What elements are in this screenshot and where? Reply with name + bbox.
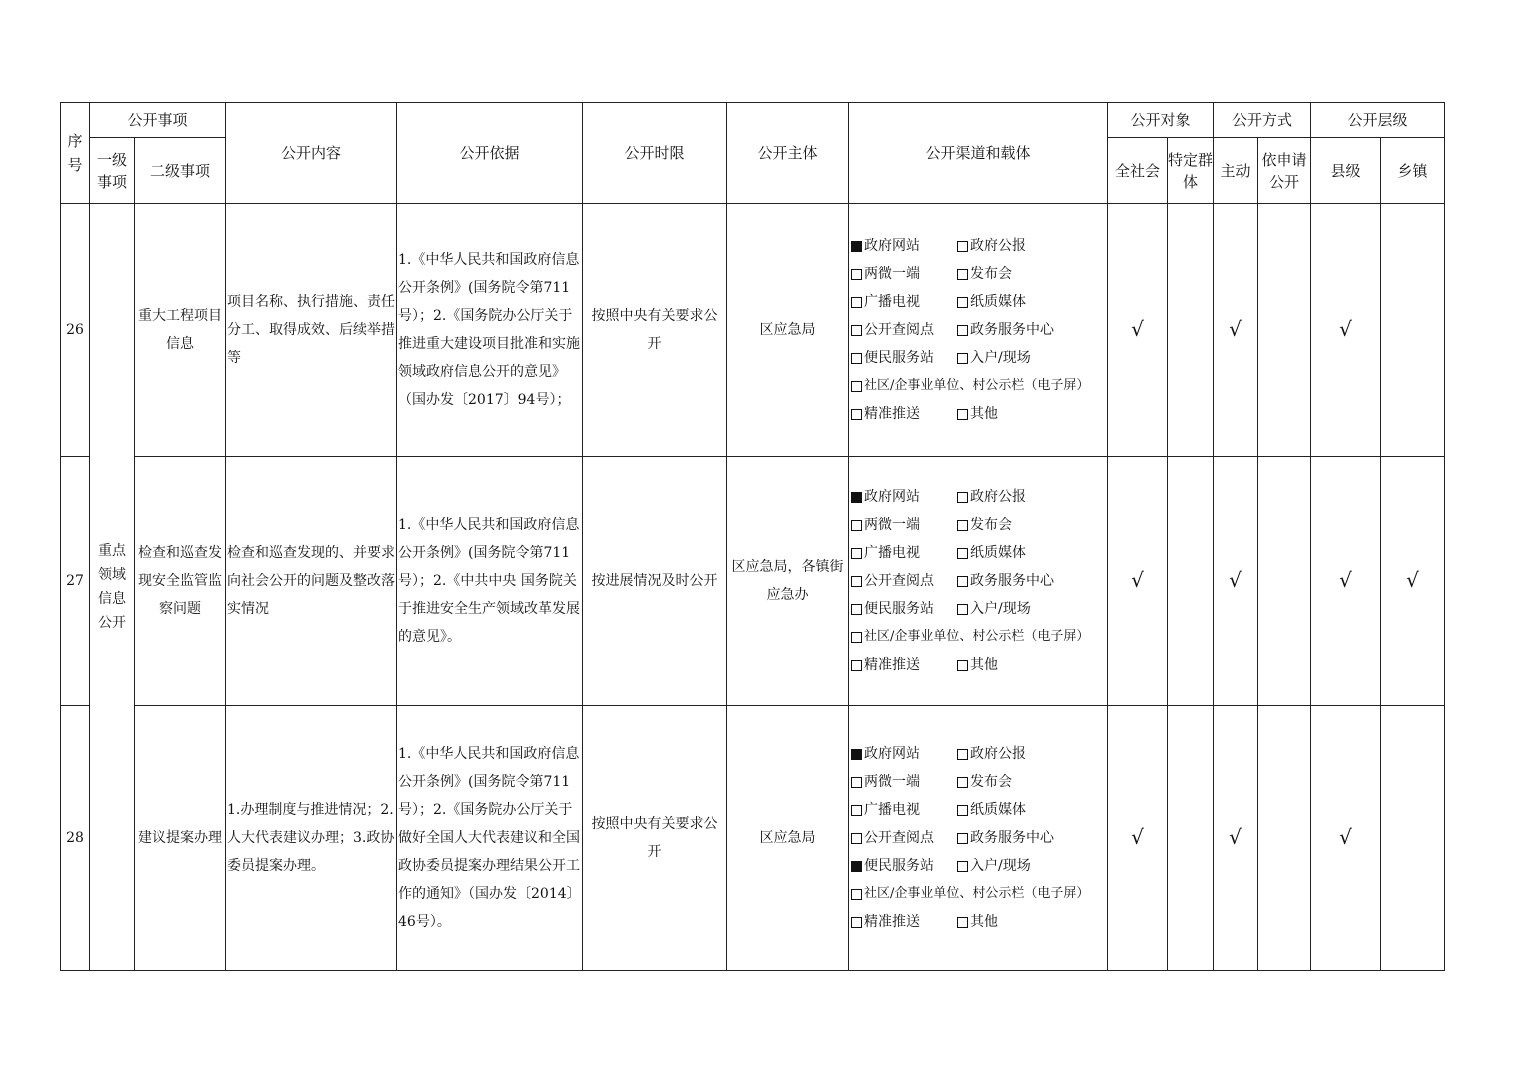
- channel-label: 便民服务站: [864, 858, 935, 874]
- channel-option: [851, 740, 957, 768]
- checkbox-icon: [851, 889, 862, 900]
- row-basis-text: 1.《中华人民共和国政府信息公开条例》(国务院令第711号）；2.《中共中央 国务院关于推进安全生产领域改革发展的意见》。: [398, 517, 581, 645]
- checkbox-icon: [957, 297, 968, 308]
- channel-list: [849, 232, 1107, 428]
- header-seq: 序号: [61, 103, 90, 204]
- row-channels: [849, 457, 1108, 706]
- checkbox-icon: [957, 805, 968, 816]
- channel-label: 两微一端: [864, 266, 921, 282]
- header-level: 公开层级: [1311, 103, 1445, 138]
- channel-label: 其他: [970, 914, 999, 930]
- checkbox-icon: [851, 576, 862, 587]
- checkbox-icon: [957, 409, 968, 420]
- channel-label: 两微一端: [864, 517, 921, 533]
- checkbox-icon: [851, 492, 862, 503]
- channel-label: 政府网站: [864, 238, 921, 254]
- row-channels: [849, 204, 1108, 457]
- row-subject-text: 区应急局: [759, 322, 816, 338]
- checkbox-icon: [957, 353, 968, 364]
- channel-label: 政府公报: [970, 489, 1027, 505]
- checkbox-icon: [851, 241, 862, 252]
- header-basis: 公开依据: [397, 103, 583, 204]
- row-target-all: [1108, 706, 1168, 971]
- header-level2: 二级事项: [135, 138, 226, 204]
- row-subject: [727, 204, 849, 457]
- checkbox-icon: [851, 269, 862, 280]
- row-method-active: [1214, 457, 1258, 706]
- channel-label: 便民服务站: [864, 601, 935, 617]
- row-seq: 28: [61, 706, 90, 971]
- channel-label: 两微一端: [864, 774, 921, 790]
- checkbox-icon: [851, 409, 862, 420]
- row-time-text: 按进展情况及时公开: [591, 573, 718, 589]
- checkbox-icon: [851, 777, 862, 788]
- row-basis: [397, 457, 583, 706]
- table-body: [61, 204, 1445, 971]
- channel-label: 纸质媒体: [970, 545, 1027, 561]
- check-mark: √: [1131, 316, 1144, 341]
- channel-label: 政府网站: [864, 746, 921, 762]
- channel-label: 精准推送: [864, 406, 921, 422]
- check-mark: √: [1339, 824, 1352, 849]
- channel-option: [851, 400, 957, 428]
- checkbox-icon: [851, 604, 862, 615]
- channel-label: 便民服务站: [864, 350, 935, 366]
- header-channels: 公开渠道和载体: [849, 103, 1108, 204]
- checkbox-icon: [851, 381, 862, 392]
- row-level2-text: 建议提案办理: [138, 830, 222, 846]
- checkbox-icon: [957, 576, 968, 587]
- header-level-town: 乡镇: [1381, 138, 1445, 204]
- channel-option: [957, 595, 1031, 623]
- row-basis: [397, 204, 583, 457]
- channel-label: 公开查阅点: [864, 322, 935, 338]
- checkbox-icon: [851, 520, 862, 531]
- row-content-text: 1.办理制度与推进情况；2.人大代表建议办理；3.政协委员提案办理。: [227, 802, 395, 874]
- channel-option: [957, 567, 1054, 595]
- channel-label: 精准推送: [864, 657, 921, 673]
- row-method-active: [1214, 706, 1258, 971]
- channel-label: 精准推送: [864, 914, 921, 930]
- channel-option: [957, 768, 1012, 796]
- channel-option: [851, 824, 957, 852]
- channel-option: [851, 880, 1107, 908]
- checkbox-icon: [851, 325, 862, 336]
- row-basis-text: 1.《中华人民共和国政府信息公开条例》(国务院令第711号）；2.《国务院办公厅关于做好全国人大代表建议和全国政协委员提案办理结果公开工作的通知》（国办发〔2014〕46号）。: [398, 746, 581, 930]
- channel-option: [957, 288, 1026, 316]
- channel-label: 发布会: [970, 266, 1013, 282]
- header-target-all: 全社会: [1108, 138, 1168, 204]
- row-seq: 27: [61, 457, 90, 706]
- row-time-text: 按照中央有关要求公开: [591, 816, 718, 860]
- channel-label: 公开查阅点: [864, 830, 935, 846]
- channel-label: 纸质媒体: [970, 802, 1027, 818]
- checkbox-icon: [851, 548, 862, 559]
- row-method-active: [1214, 204, 1258, 457]
- checkbox-icon: [957, 749, 968, 760]
- checkbox-icon: [851, 805, 862, 816]
- check-mark: √: [1339, 316, 1352, 341]
- checkbox-icon: [851, 353, 862, 364]
- check-mark: √: [1229, 567, 1242, 592]
- channel-list: [849, 740, 1107, 936]
- checkbox-icon: [957, 548, 968, 559]
- row-content: [226, 204, 397, 457]
- channel-option: [957, 651, 998, 679]
- row-level2: [135, 204, 226, 457]
- channel-option: [957, 740, 1026, 768]
- header-method-request: 依申请公开: [1258, 138, 1311, 204]
- group-label: [90, 204, 135, 971]
- row-target-all: [1108, 204, 1168, 457]
- row-basis-text: 1.《中华人民共和国政府信息公开条例》(国务院令第711号）；2.《国务院办公厅关于推进重大建设项目批准和实施领域政府信息公开的意见》（国办发〔2017〕94号）；: [398, 252, 581, 408]
- channel-option: [957, 483, 1026, 511]
- checkbox-icon: [851, 749, 862, 760]
- row-method-request: [1258, 204, 1311, 457]
- row-level-county: [1311, 457, 1381, 706]
- channel-option: [957, 232, 1026, 260]
- channel-option: [957, 511, 1012, 539]
- row-level2-text: 重大工程项目信息: [138, 308, 222, 352]
- header-time: 公开时限: [583, 103, 727, 204]
- row-time-text: 按照中央有关要求公开: [591, 308, 718, 352]
- check-mark: √: [1131, 824, 1144, 849]
- row-content: [226, 457, 397, 706]
- table-row: [61, 706, 1445, 971]
- channel-option: [851, 567, 957, 595]
- header-method: 公开方式: [1214, 103, 1311, 138]
- channel-option: [957, 539, 1026, 567]
- checkbox-icon: [851, 632, 862, 643]
- channel-option: [851, 623, 1107, 651]
- header-target: 公开对象: [1108, 103, 1214, 138]
- channel-list: [849, 483, 1107, 679]
- channel-label: 政务服务中心: [970, 322, 1055, 338]
- header-items: 公开事项: [90, 103, 226, 138]
- channel-option: [851, 316, 957, 344]
- row-method-request: [1258, 706, 1311, 971]
- row-target-all: [1108, 457, 1168, 706]
- row-level-county: [1311, 706, 1381, 971]
- channel-label: 其他: [970, 657, 999, 673]
- checkbox-icon: [957, 861, 968, 872]
- header-level-county: 县级: [1311, 138, 1381, 204]
- channel-label: 政府公报: [970, 746, 1027, 762]
- check-mark: √: [1339, 567, 1352, 592]
- channel-option: [851, 511, 957, 539]
- channel-label: 入户/现场: [970, 350, 1031, 366]
- channel-label: 发布会: [970, 774, 1013, 790]
- header-subject: 公开主体: [727, 103, 849, 204]
- table-header: [61, 103, 1445, 204]
- row-level-county: [1311, 204, 1381, 457]
- checkbox-icon: [957, 520, 968, 531]
- checkbox-icon: [957, 660, 968, 671]
- row-seq: 26: [61, 204, 90, 457]
- row-target-specific: [1168, 204, 1214, 457]
- channel-option: [851, 651, 957, 679]
- row-level2: [135, 457, 226, 706]
- checkbox-icon: [851, 833, 862, 844]
- checkbox-icon: [957, 325, 968, 336]
- row-channels: [849, 706, 1108, 971]
- row-target-specific: [1168, 457, 1214, 706]
- table-row: [61, 457, 1445, 706]
- channel-label: 社区/企事业单位、村公示栏（电子屏）: [864, 629, 1090, 644]
- channel-label: 广播电视: [864, 802, 921, 818]
- channel-option: [957, 852, 1031, 880]
- channel-label: 政务服务中心: [970, 573, 1055, 589]
- row-subject: [727, 457, 849, 706]
- channel-option: [851, 595, 957, 623]
- channel-label: 发布会: [970, 517, 1013, 533]
- row-level2-text: 检查和巡查发现安全监管监察问题: [138, 545, 222, 617]
- channel-label: 广播电视: [864, 545, 921, 561]
- row-time: [583, 706, 727, 971]
- channel-label: 其他: [970, 406, 999, 422]
- channel-label: 政府网站: [864, 489, 921, 505]
- channel-option: [851, 260, 957, 288]
- channel-option: [957, 400, 998, 428]
- checkbox-icon: [957, 241, 968, 252]
- channel-option: [957, 260, 1012, 288]
- row-level-town: [1381, 457, 1445, 706]
- channel-label: 纸质媒体: [970, 294, 1027, 310]
- checkbox-icon: [851, 861, 862, 872]
- row-level2: [135, 706, 226, 971]
- checkbox-icon: [851, 660, 862, 671]
- row-time: [583, 457, 727, 706]
- channel-option: [851, 908, 957, 936]
- channel-option: [851, 288, 957, 316]
- channel-option: [957, 796, 1026, 824]
- checkbox-icon: [957, 604, 968, 615]
- header-content: 公开内容: [226, 103, 397, 204]
- row-level-town: [1381, 706, 1445, 971]
- header-target-specific: 特定群体: [1168, 138, 1214, 204]
- channel-option: [957, 908, 998, 936]
- checkbox-icon: [957, 269, 968, 280]
- channel-option: [851, 796, 957, 824]
- channel-label: 政府公报: [970, 238, 1027, 254]
- check-mark: √: [1406, 567, 1419, 592]
- channel-label: 公开查阅点: [864, 573, 935, 589]
- row-subject: [727, 706, 849, 971]
- channel-option: [851, 232, 957, 260]
- channel-label: 入户/现场: [970, 601, 1031, 617]
- channel-label: 社区/企事业单位、村公示栏（电子屏）: [864, 378, 1090, 393]
- channel-option: [851, 372, 1107, 400]
- row-basis: [397, 706, 583, 971]
- channel-option: [851, 768, 957, 796]
- checkbox-icon: [957, 777, 968, 788]
- channel-label: 广播电视: [864, 294, 921, 310]
- row-subject-text: 区应急局: [759, 830, 816, 846]
- channel-label: 社区/企事业单位、村公示栏（电子屏）: [864, 886, 1090, 901]
- channel-option: [957, 344, 1031, 372]
- check-mark: √: [1229, 824, 1242, 849]
- row-target-specific: [1168, 706, 1214, 971]
- channel-option: [957, 316, 1054, 344]
- checkbox-icon: [851, 917, 862, 928]
- channel-option: [851, 539, 957, 567]
- channel-option: [851, 344, 957, 372]
- row-subject-text: 区应急局，各镇街应急办: [731, 559, 844, 603]
- row-method-request: [1258, 457, 1311, 706]
- checkbox-icon: [957, 492, 968, 503]
- disclosure-table: [60, 102, 1445, 971]
- row-content: [226, 706, 397, 971]
- checkbox-icon: [957, 833, 968, 844]
- channel-option: [851, 852, 957, 880]
- group-label-text: 重点领域信息公开: [98, 543, 126, 631]
- row-time: [583, 204, 727, 457]
- channel-label: 入户/现场: [970, 858, 1031, 874]
- checkbox-icon: [957, 917, 968, 928]
- checkbox-icon: [851, 297, 862, 308]
- row-level-town: [1381, 204, 1445, 457]
- channel-option: [851, 483, 957, 511]
- header-level1: 一级事项: [90, 138, 135, 204]
- check-mark: √: [1131, 567, 1144, 592]
- header-method-active: 主动: [1214, 138, 1258, 204]
- channel-label: 政务服务中心: [970, 830, 1055, 846]
- channel-option: [957, 824, 1054, 852]
- table-row: [61, 204, 1445, 457]
- row-content-text: 检查和巡查发现的、并要求向社会公开的问题及整改落实情况: [227, 545, 396, 617]
- row-content-text: 项目名称、执行措施、责任分工、取得成效、后续举措等: [227, 294, 396, 366]
- check-mark: √: [1229, 316, 1242, 341]
